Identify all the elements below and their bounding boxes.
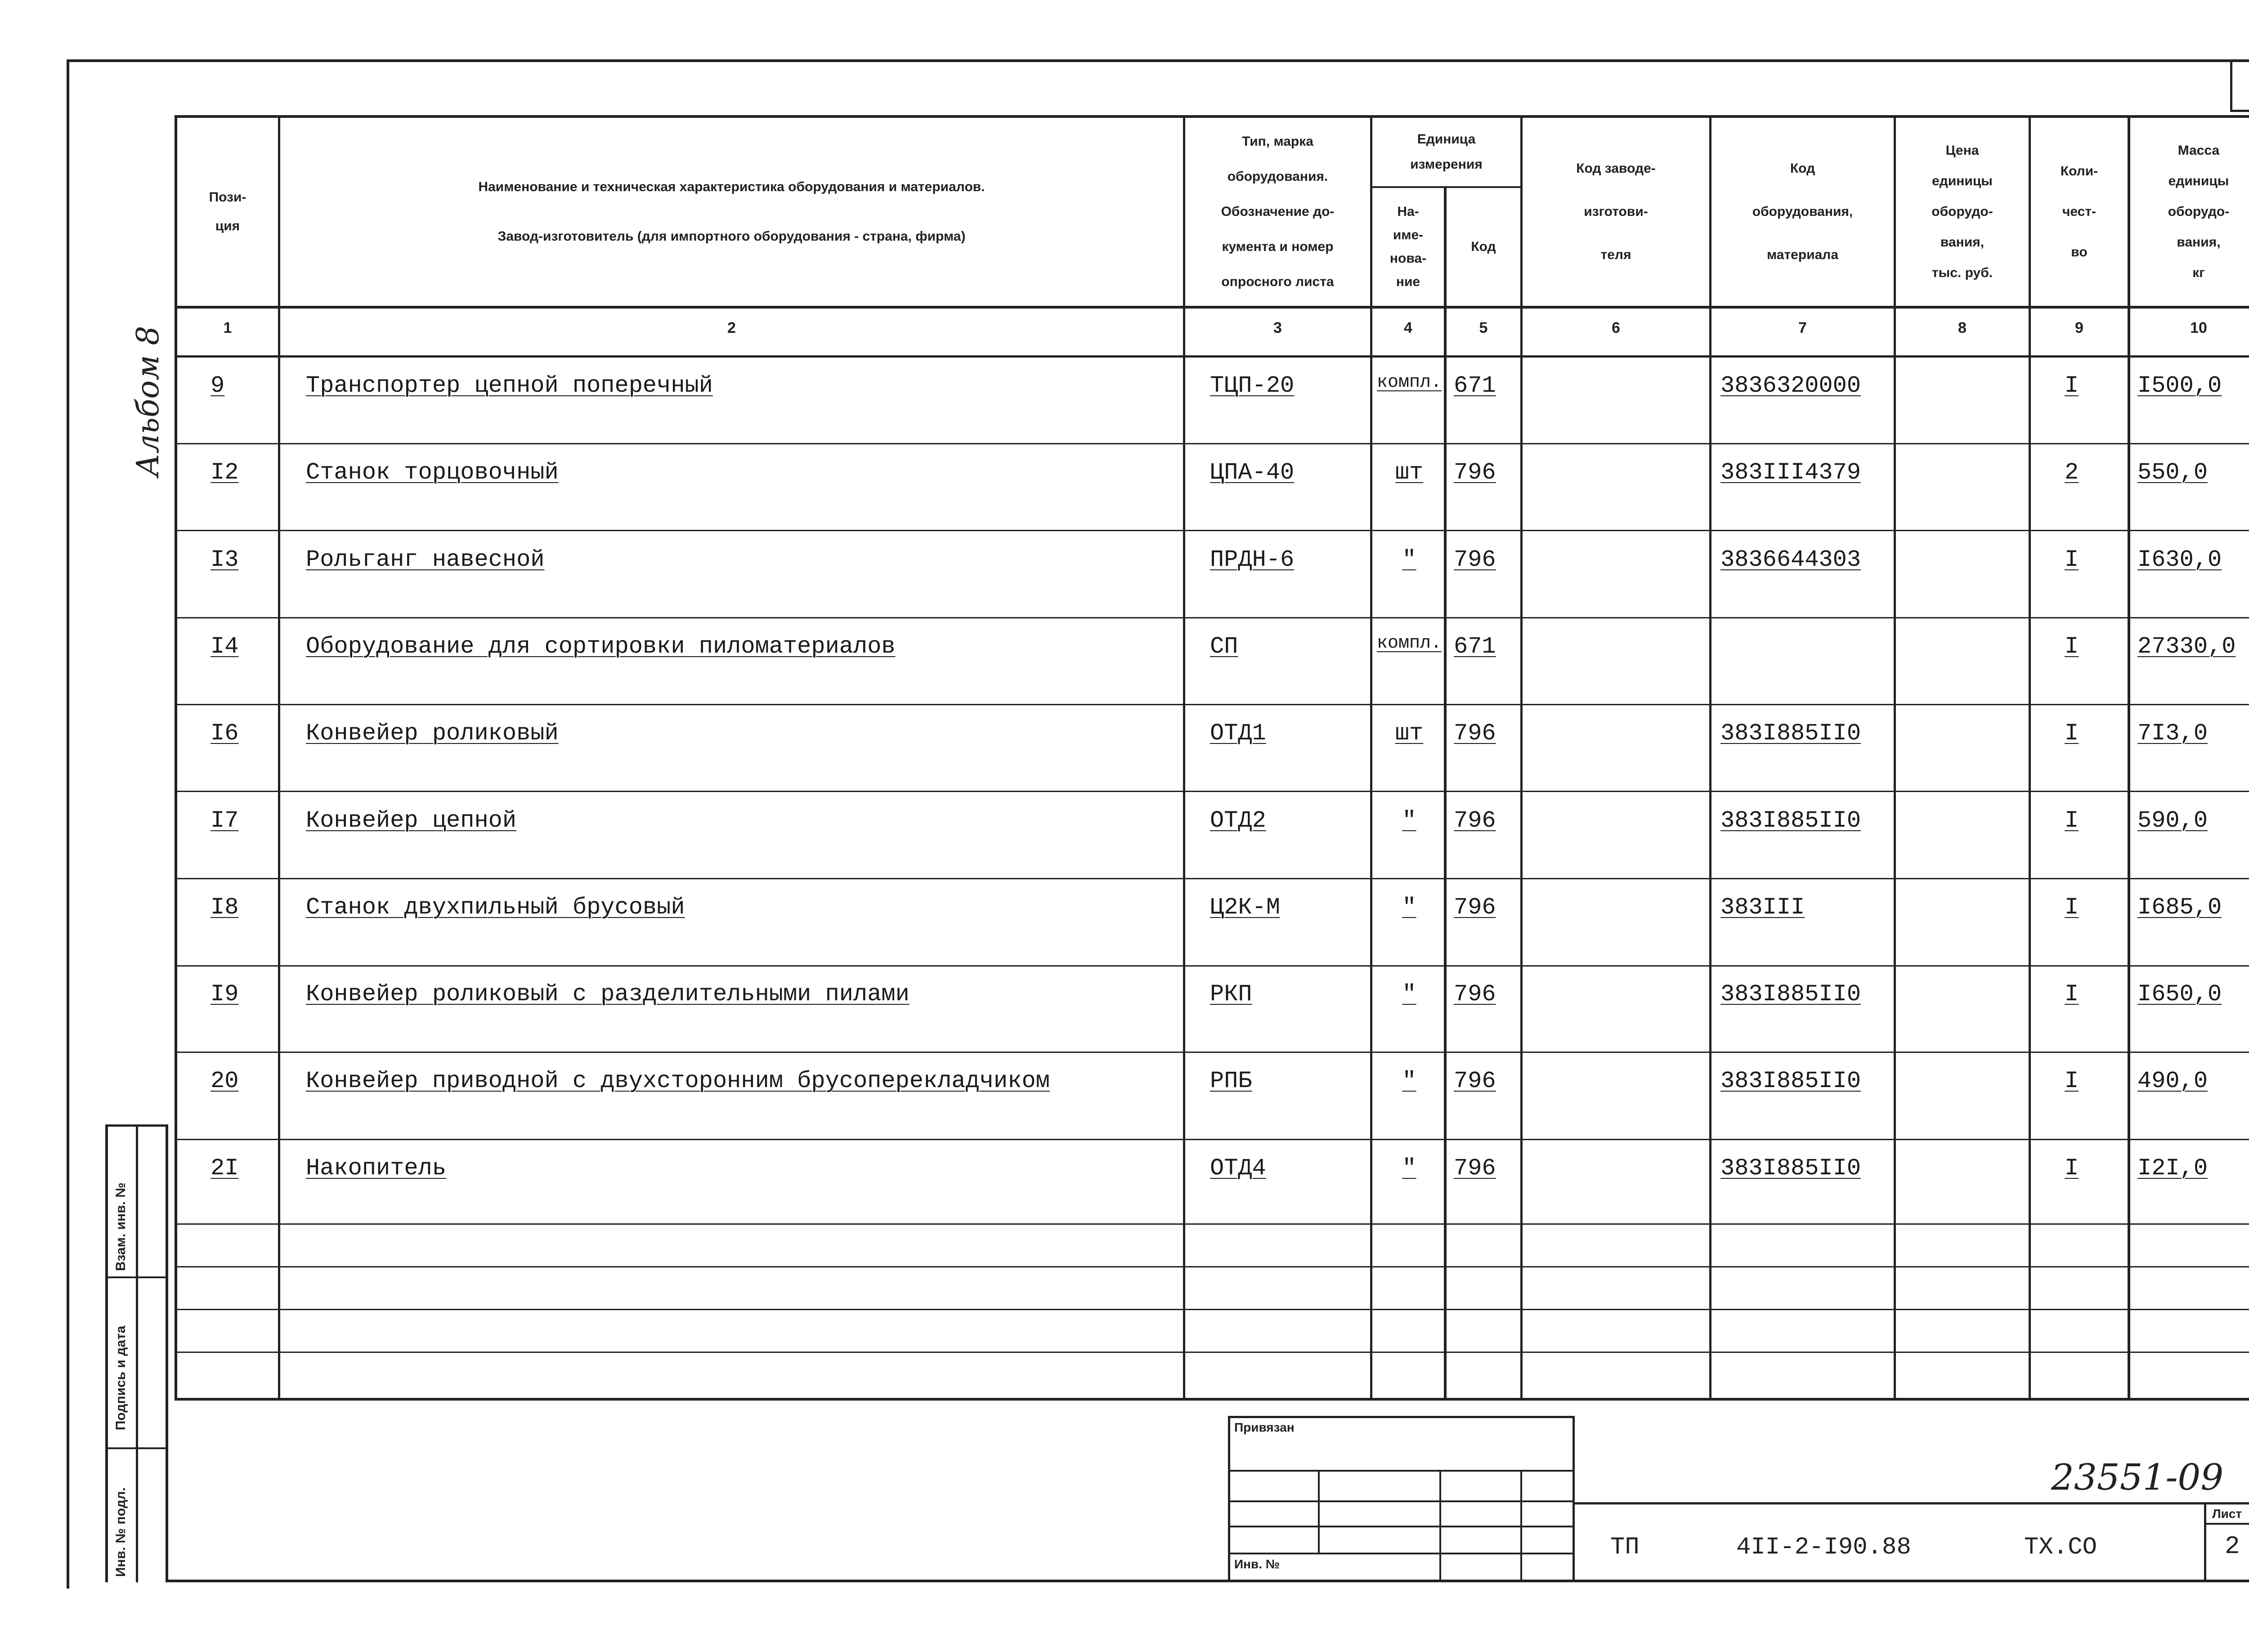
cell-mass: 27330,0: [2137, 633, 2236, 660]
cell-unit-name: компл.: [1376, 633, 1442, 654]
column-number-3: 3: [1273, 319, 1282, 336]
sheet-number: 2: [2225, 1532, 2240, 1561]
header-price: Цена единицы оборудо- вания, тыс. руб.: [1931, 143, 1993, 280]
stamp-podpis-data: Подпись и дата: [113, 1325, 128, 1430]
cell-quantity: I: [2065, 807, 2079, 834]
cell-name: Рольганг навесной: [306, 546, 545, 573]
cell-position: 9: [211, 372, 225, 399]
cell-unit-code: 796: [1454, 1068, 1496, 1095]
cell-unit-name: ": [1402, 894, 1416, 921]
cell-position: I4: [211, 633, 239, 660]
cell-position: I2: [211, 459, 239, 486]
cell-type: РКП: [1210, 981, 1252, 1008]
cell-unit-name: компл.: [1376, 372, 1442, 393]
column-number-8: 8: [1958, 319, 1967, 336]
cell-type: ЦПА-40: [1210, 459, 1295, 486]
cell-position: I9: [211, 981, 239, 1008]
cell-unit-code: 796: [1454, 720, 1496, 747]
cell-unit-code: 796: [1454, 546, 1496, 573]
album-label: Альбом 8: [130, 326, 166, 477]
cell-mass: 490,0: [2137, 1068, 2208, 1095]
cell-unit-name: ": [1402, 1068, 1416, 1095]
doc-number: 4II-2-I90.88: [1736, 1534, 1911, 1561]
cell-mass: I2I,0: [2137, 1155, 2208, 1182]
header-quantity: Коли- чест- во: [2060, 164, 2098, 260]
header-equipment-code: Код оборудования, материала: [1752, 161, 1853, 262]
cell-equipment-code: 383I885II0: [1720, 807, 1861, 834]
archive-number: 23551-09: [2051, 1456, 2224, 1498]
cell-quantity: 2: [2065, 459, 2079, 486]
cell-unit-name: ": [1402, 807, 1416, 834]
column-number-6: 6: [1612, 319, 1620, 336]
cell-type: ОТД1: [1210, 720, 1266, 747]
cell-name: Конвейер цепной: [306, 807, 517, 834]
cell-position: I6: [211, 720, 239, 747]
cell-mass: 7I3,0: [2137, 720, 2208, 747]
cell-equipment-code: 383I885II0: [1720, 1068, 1861, 1095]
cell-type: ТЦП-20: [1210, 372, 1295, 399]
column-number-5: 5: [1479, 319, 1488, 336]
cell-unit-code: 796: [1454, 807, 1496, 834]
cell-type: ОТД4: [1210, 1155, 1266, 1182]
cell-quantity: I: [2065, 894, 2079, 921]
cell-equipment-code: 383I885II0: [1720, 720, 1861, 747]
cell-unit-code: 796: [1454, 894, 1496, 921]
cell-equipment-code: 383I885II0: [1720, 1155, 1861, 1182]
cell-position: I8: [211, 894, 239, 921]
cell-name: Конвейер приводной с двухсторонним брусоперекладчиком: [306, 1068, 1050, 1095]
cell-quantity: I: [2065, 633, 2079, 660]
header-unit-name: На- име- нова- ние: [1389, 204, 1427, 289]
cell-unit-code: 796: [1454, 459, 1496, 486]
cell-type: Ц2К-М: [1210, 894, 1281, 921]
cell-unit-name: ": [1402, 546, 1416, 573]
cell-name: Конвейер роликовый: [306, 720, 559, 747]
stamp-vzam-inv: Взам. инв. №: [113, 1182, 128, 1271]
cell-unit-name: шт: [1395, 720, 1424, 747]
cell-mass: I650,0: [2137, 981, 2222, 1008]
cell-unit-code: 796: [1454, 1155, 1496, 1182]
cell-quantity: I: [2065, 1068, 2079, 1095]
cell-position: 2I: [211, 1155, 239, 1182]
cell-position: I3: [211, 546, 239, 573]
cell-position: 20: [211, 1068, 239, 1095]
cell-name: Транспортер цепной поперечный: [306, 372, 713, 399]
cell-name: Конвейер роликовый с разделительными пилами: [306, 981, 909, 1008]
header-unit: Единица измерения: [1410, 132, 1483, 172]
cell-mass: I500,0: [2137, 372, 2222, 399]
cell-quantity: I: [2065, 981, 2079, 1008]
cell-name: Станок торцовочный: [306, 459, 559, 486]
cell-name: Станок двухпильный брусовый: [306, 894, 685, 921]
cell-equipment-code: 383III4379: [1720, 459, 1861, 486]
cell-equipment-code: 383III: [1720, 894, 1805, 921]
header-mass: Масса единицы оборудо- вания, кг: [2168, 143, 2230, 280]
column-number-2: 2: [727, 319, 736, 336]
cell-mass: 550,0: [2137, 459, 2208, 486]
cell-unit-name: ": [1402, 981, 1416, 1008]
doc-prefix: ТП: [1610, 1534, 1640, 1561]
cell-unit-name: ": [1402, 1155, 1416, 1182]
cell-position: I7: [211, 807, 239, 834]
cell-type: СП: [1210, 633, 1238, 660]
cell-mass: I685,0: [2137, 894, 2222, 921]
cell-name: Накопитель: [306, 1155, 447, 1182]
cell-unit-code: 796: [1454, 981, 1496, 1008]
column-number-4: 4: [1404, 319, 1412, 336]
cell-quantity: I: [2065, 546, 2079, 573]
cell-equipment-code: 3836644303: [1720, 546, 1861, 573]
column-number-7: 7: [1798, 319, 1807, 336]
cell-mass: 590,0: [2137, 807, 2208, 834]
cell-equipment-code: 3836320000: [1720, 372, 1861, 399]
cell-unit-code: 671: [1454, 372, 1496, 399]
stamp-inv-podl: Инв. № подл.: [113, 1487, 128, 1577]
doc-section: ТХ.СО: [2024, 1534, 2097, 1561]
sheet-label: Лист: [2212, 1507, 2242, 1521]
cell-type: ПРДН-6: [1210, 546, 1295, 573]
cell-quantity: I: [2065, 372, 2079, 399]
header-type: Тип, марка оборудования. Обозначение до- кумента и номер опросного листа: [1221, 134, 1335, 289]
column-number-1: 1: [223, 319, 232, 336]
column-number-9: 9: [2075, 319, 2083, 336]
privyazan-label: Привязан: [1234, 1420, 1295, 1434]
inv-number-label: Инв. №: [1234, 1557, 1280, 1571]
cell-equipment-code: 383I885II0: [1720, 981, 1861, 1008]
cell-type: РПБ: [1210, 1068, 1252, 1095]
header-position: Пози- ция: [209, 190, 246, 233]
column-number-10: 10: [2190, 319, 2207, 336]
header-unit-code: Код: [1471, 239, 1496, 254]
cell-mass: I630,0: [2137, 546, 2222, 573]
cell-type: ОТД2: [1210, 807, 1266, 834]
cell-name: Оборудование для сортировки пиломатериалов: [306, 633, 896, 660]
cell-quantity: I: [2065, 1155, 2079, 1182]
cell-unit-code: 671: [1454, 633, 1496, 660]
cell-unit-name: шт: [1395, 459, 1424, 486]
cell-quantity: I: [2065, 720, 2079, 747]
header-plant-code: Код заводе- изготови- теля: [1576, 161, 1656, 262]
header-name: Наименование и техническая характеристика оборудования и материалов. Завод-изготовитель (для импортного оборудования - страна, фирма): [478, 179, 985, 244]
